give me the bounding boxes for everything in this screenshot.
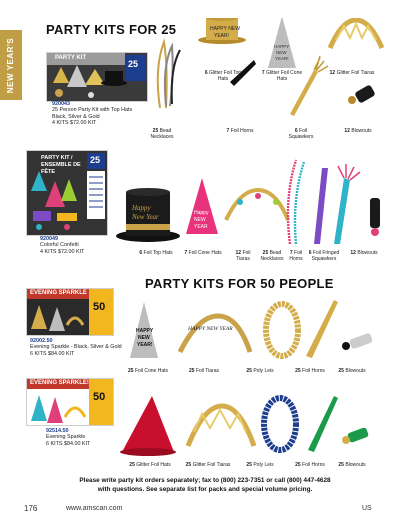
- kit-price: 4 KITS $72.00 KIT: [52, 120, 97, 127]
- row2-products-art: [108, 158, 398, 250]
- caption-qty: 7: [261, 70, 265, 76]
- caption-fringed-squawkers: [307, 250, 341, 262]
- caption-foil-tiaras: [230, 250, 256, 262]
- caption-label: Glitter Foil Top Hats: [209, 70, 242, 82]
- caption-label: Foil Horns: [230, 128, 254, 134]
- row4-products-art: [118, 388, 394, 458]
- caption-label: Foil Horns: [302, 462, 325, 468]
- svg-text:YEAR!: YEAR!: [214, 33, 230, 39]
- kit-sku: 92514.50: [46, 428, 69, 434]
- caption-label: Poly Leis: [253, 462, 274, 468]
- caption-foil-squawkers: [284, 128, 318, 140]
- section-tab-label: NEW YEAR'S: [6, 37, 16, 93]
- kit-box-count: 25: [128, 59, 139, 69]
- caption-blowouts-2: [343, 250, 385, 256]
- caption-qty: 6: [294, 128, 298, 134]
- caption-label: Foil Horns: [289, 250, 303, 262]
- caption-label: Foil Tiaras: [236, 250, 251, 262]
- caption-foil-horns-2: [286, 250, 306, 262]
- caption-label: Blowouts: [357, 250, 378, 256]
- caption-blowouts-50: [332, 368, 372, 374]
- kit-box-920043: [46, 52, 148, 102]
- caption-bead-necklaces: [147, 128, 177, 140]
- caption-qty: 25: [129, 462, 135, 468]
- caption-qty: 25: [295, 368, 301, 374]
- caption-qty: 7: [226, 128, 230, 134]
- svg-text:YEAR!: YEAR!: [275, 56, 289, 61]
- svg-text:YEAR: YEAR: [194, 224, 208, 230]
- svg-text:Happy: Happy: [194, 210, 209, 216]
- svg-text:NEW: NEW: [138, 335, 150, 341]
- caption-label: Blowouts: [345, 368, 366, 374]
- kit-info-92514-50: [46, 428, 126, 447]
- heading-party-kits-25: PARTY KITS FOR 25: [46, 22, 177, 37]
- order-notice: [40, 476, 370, 494]
- caption-foil-horns-50-2: [290, 462, 330, 468]
- caption-qty: 25: [188, 368, 195, 374]
- svg-text:HAPPY: HAPPY: [136, 328, 154, 334]
- kit-box-count: 25: [90, 155, 101, 165]
- caption-label: Foil Cone Hats: [188, 250, 222, 256]
- caption-label: Blowouts: [345, 462, 366, 468]
- caption-label: Bead Necklaces: [260, 250, 284, 262]
- caption-qty: 25: [185, 462, 192, 468]
- caption-qty: 25: [338, 368, 344, 374]
- caption-foil-cone-hats: [183, 250, 223, 256]
- kit-price: 4 KITS $72.00 KIT: [40, 248, 85, 255]
- svg-text:Happy: Happy: [132, 204, 151, 212]
- kit-description: Colorful Confetti: [40, 242, 79, 249]
- kit-price: 6 KITS $84.00 KIT: [30, 350, 75, 357]
- caption-qty: 12: [344, 128, 350, 134]
- website-link[interactable]: www.amscan.com: [66, 505, 123, 512]
- caption-foil-cone-hats-50: [126, 368, 170, 374]
- caption-label: Glitter Foil Tiaras: [192, 462, 231, 468]
- kit-sku: 920043: [52, 101, 70, 107]
- kit-sku: 920049: [40, 236, 58, 242]
- caption-glitter-tiaras: [328, 70, 376, 76]
- caption-qty: 12: [235, 250, 242, 256]
- row3-products-art: [124, 296, 394, 366]
- kit-description: Evening Sparkle - Black, Silver & Gold: [30, 344, 122, 351]
- caption-label: Glitter Foil Cone Hats: [266, 70, 303, 82]
- caption-poly-leis: [240, 368, 280, 374]
- caption-label: Foil Tiaras: [195, 368, 219, 374]
- kit-box-title: EVENING SPARKLE: [30, 290, 87, 296]
- caption-glitter-cone-hats: [260, 70, 304, 82]
- kit-info-920043: [52, 101, 152, 127]
- caption-blowouts-50-2: [332, 462, 372, 468]
- kit-info-92002-50: [30, 338, 130, 357]
- caption-poly-leis-2: [240, 462, 280, 468]
- kit-box-title: EVENING SPARKLE!: [30, 380, 89, 386]
- kit-box-92002-50: [26, 288, 114, 336]
- caption-qty: 12: [329, 70, 336, 76]
- caption-qty: 25: [246, 462, 252, 468]
- caption-label: Poly Leis: [253, 368, 274, 374]
- caption-label: Foil Fringed Squawkers: [311, 250, 340, 262]
- kit-box-count: 50: [93, 391, 106, 403]
- kit-description: Evening Sparkle: [46, 434, 86, 441]
- order-notice-line1: Please write party kit orders separately; fax to (800) 223-7351 or call (800) 447-4628: [79, 477, 331, 484]
- page-number: 176: [24, 504, 38, 513]
- order-notice-line2: with questions. See separate list for packs and special volume pricing.: [97, 486, 313, 493]
- kit-box-title: PARTY KIT / ENSEMBLE DE FÊTE: [41, 155, 81, 175]
- caption-qty: 6: [139, 250, 143, 256]
- caption-qty: 25: [127, 368, 134, 374]
- svg-text:NEW: NEW: [194, 217, 206, 223]
- caption-qty: 7: [289, 250, 293, 256]
- svg-text:NEW: NEW: [276, 50, 287, 55]
- caption-glitter-top-hats: [202, 70, 244, 82]
- caption-qty: 7: [184, 250, 188, 256]
- caption-foil-horns-50: [290, 368, 330, 374]
- caption-qty: 12: [350, 250, 356, 256]
- caption-label: Bead Necklaces: [150, 128, 174, 140]
- kit-description: 25 Person Party Kit with Top Hats: [52, 107, 133, 114]
- kit-colors: Black, Silver & Gold: [52, 113, 100, 120]
- caption-label: Glitter Foil Hats: [136, 462, 171, 468]
- region-label: US: [362, 505, 372, 512]
- caption-glitter-foil-hats-50: [124, 462, 176, 468]
- caption-qty: 25: [152, 128, 159, 134]
- caption-foil-top-hats: [128, 250, 184, 256]
- caption-glitter-foil-tiaras-50: [178, 462, 238, 468]
- caption-label: Foil Squawkers: [288, 128, 314, 140]
- kit-sku: 92002.50: [30, 338, 53, 344]
- kit-box-title: PARTY KIT: [55, 55, 87, 61]
- caption-qty: 25: [246, 368, 252, 374]
- heading-party-kits-50: PARTY KITS FOR 50 PEOPLE: [145, 276, 334, 291]
- svg-text:YEAR!: YEAR!: [137, 342, 153, 348]
- caption-qty: 6: [308, 250, 312, 256]
- caption-qty: 25: [338, 462, 344, 468]
- kit-price: 6 KITS $84.00 KIT: [46, 440, 91, 447]
- svg-text:New Year: New Year: [132, 213, 159, 221]
- kit-box-count: 50: [93, 301, 106, 313]
- caption-label: Blowouts: [351, 128, 372, 134]
- caption-label: Foil Horns: [302, 368, 325, 374]
- caption-qty: 25: [262, 250, 269, 256]
- caption-qty: 25: [295, 462, 301, 468]
- svg-text:HAPPY NEW YEAR: HAPPY NEW YEAR: [188, 326, 233, 332]
- svg-text:HAPPY NEW: HAPPY NEW: [210, 26, 240, 32]
- caption-qty: 6: [204, 70, 208, 76]
- caption-blowouts: [336, 128, 380, 134]
- section-tab: [0, 30, 22, 100]
- caption-foil-tiaras-50: [180, 368, 228, 374]
- kit-box-92514-50: [26, 378, 114, 426]
- caption-foil-horns: [226, 128, 254, 134]
- caption-bead-necklaces-2: [258, 250, 286, 262]
- caption-label: Foil Cone Hats: [134, 368, 169, 374]
- caption-label: Glitter Foil Tiaras: [336, 70, 375, 76]
- svg-text:HAPPY: HAPPY: [274, 44, 290, 49]
- kit-box-920049: [26, 150, 108, 236]
- caption-label: Foil Top Hats: [143, 250, 173, 256]
